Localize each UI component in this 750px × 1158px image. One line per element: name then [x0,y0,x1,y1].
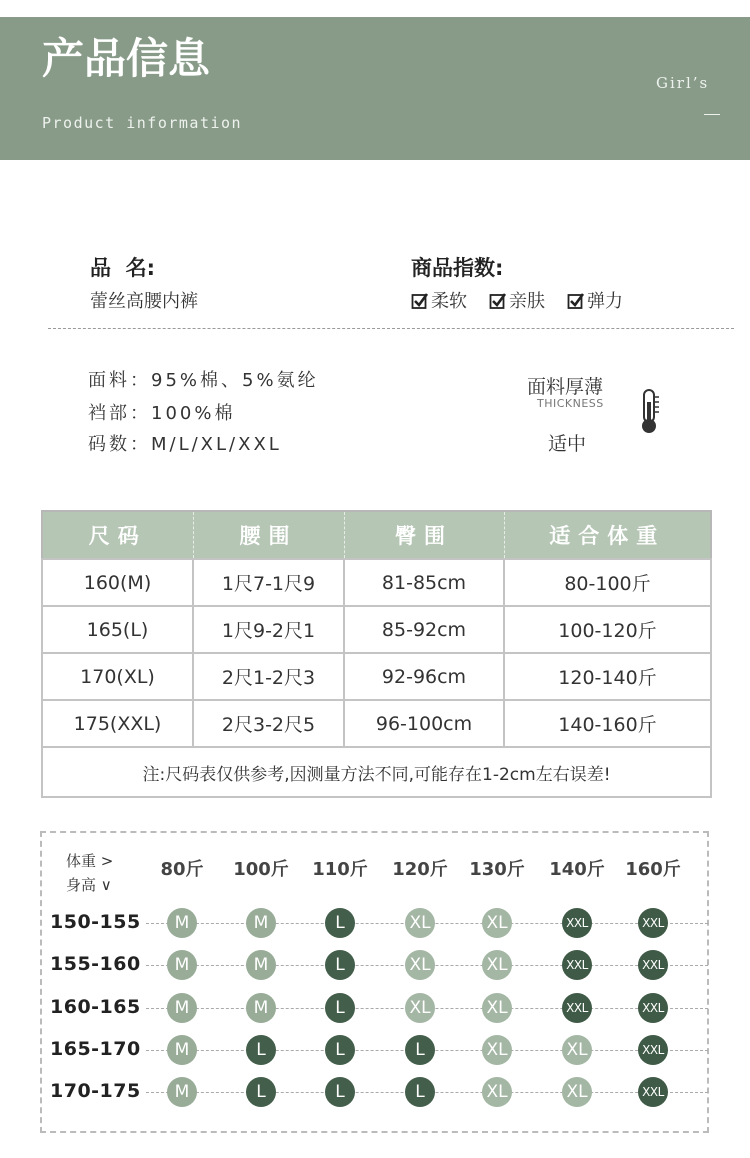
size-table-header-row [42,511,711,559]
thickness-title: 面料厚薄 [527,376,604,398]
table-cell: 2尺1-2尺3 [193,653,344,700]
table-cell: 160(M) [42,559,193,606]
table-cell: 96-100cm [344,700,504,747]
table-row [42,559,711,606]
grid-corner-height: 身高 ∨ [66,876,112,894]
size-dot: XXL [562,993,592,1023]
size-dot: L [325,1077,355,1107]
size-dot: L [325,950,355,980]
size-dot: L [246,1077,276,1107]
grid-weight-header: 130斤 [469,859,525,880]
size-table-note: 注:尺码表仅供参考,因测量方法不同,可能存在1-2cm左右误差! [42,747,711,797]
grid-weight-header: 100斤 [233,859,289,880]
section-divider [48,328,734,329]
grid-weight-header: 80斤 [160,859,204,880]
spec-crotch: 裆部：100%棉 [88,403,236,424]
index-item [489,287,545,313]
size-dot: XL [405,993,435,1023]
table-cell: 81-85cm [344,559,504,606]
table-note-row [42,747,711,797]
table-cell: 100-120斤 [504,606,711,653]
banner-subtitle: Product information [42,114,243,132]
grid-height-label: 170-175 [50,1080,141,1102]
grid-height-label: 150-155 [50,911,141,933]
size-dot: L [405,1077,435,1107]
size-dot: M [167,993,197,1023]
banner-right-text: Girl’s [656,74,710,92]
checkbox-checked-icon [489,292,505,308]
table-cell: 1尺9-2尺1 [193,606,344,653]
index-item-label: 柔软 [431,291,467,312]
size-dot: XXL [638,908,668,938]
size-dot: XL [482,1035,512,1065]
size-dot: M [246,950,276,980]
size-dot: XXL [562,950,592,980]
size-dot: XXL [562,908,592,938]
size-dot: XL [482,993,512,1023]
size-table-header: 适合体重 [504,511,711,559]
product-name-label: 品 名: [90,256,156,280]
table-cell: 170(XL) [42,653,193,700]
size-dot: XL [562,1077,592,1107]
size-table-header: 臀围 [344,511,504,559]
size-dot: XL [482,908,512,938]
size-dot: L [325,908,355,938]
table-row [42,653,711,700]
size-dot: XL [562,1035,592,1065]
grid-height-label: 165-170 [50,1038,141,1060]
thickness-title-en: THICKNESS [537,397,604,410]
size-dot: XXL [638,993,668,1023]
table-cell: 80-100斤 [504,559,711,606]
size-dot: L [246,1035,276,1065]
table-cell: 1尺7-1尺9 [193,559,344,606]
table-cell: 2尺3-2尺5 [193,700,344,747]
index-item [567,287,623,313]
thermometer-icon [636,388,662,436]
index-item-label: 亲肤 [509,291,545,312]
size-dot: M [167,950,197,980]
size-dot: XL [482,1077,512,1107]
grid-height-label: 155-160 [50,953,141,975]
grid-weight-header: 120斤 [392,859,448,880]
size-dot: XL [405,908,435,938]
grid-weight-header: 110斤 [312,859,368,880]
size-dot: L [405,1035,435,1065]
size-dot: L [325,1035,355,1065]
size-table-header: 尺码 [42,511,193,559]
size-dot: XXL [638,1077,668,1107]
grid-weight-header: 160斤 [625,859,681,880]
size-table [41,510,712,798]
thickness-value: 适中 [548,433,587,455]
banner-dash [704,114,720,115]
size-dot: XXL [638,950,668,980]
size-dot: XL [405,950,435,980]
table-row [42,606,711,653]
size-table-header: 腰围 [193,511,344,559]
spec-sizes: 码数：M/L/XL/XXL [88,434,282,455]
table-cell: 92-96cm [344,653,504,700]
table-cell: 140-160斤 [504,700,711,747]
size-dot: M [167,1035,197,1065]
product-index-label: 商品指数: [411,256,504,280]
size-dot: XXL [638,1035,668,1065]
table-cell: 120-140斤 [504,653,711,700]
index-item-label: 弹力 [587,291,623,312]
size-dot: M [246,908,276,938]
size-dot: L [325,993,355,1023]
index-item [411,287,467,313]
grid-weight-header: 140斤 [549,859,605,880]
size-dot: M [167,908,197,938]
spec-fabric: 面料：95%棉、5%氨纶 [88,370,319,391]
banner-title: 产品信息 [42,34,211,83]
table-row [42,700,711,747]
size-dot: M [167,1077,197,1107]
product-name-value: 蕾丝高腰内裤 [90,291,198,312]
grid-corner-weight: 体重 > [66,852,114,870]
product-index-list [411,287,623,313]
table-cell: 85-92cm [344,606,504,653]
checkbox-checked-icon [567,292,583,308]
size-dot: M [246,993,276,1023]
table-cell: 165(L) [42,606,193,653]
grid-height-label: 160-165 [50,996,141,1018]
table-cell: 175(XXL) [42,700,193,747]
checkbox-checked-icon [411,292,427,308]
size-dot: XL [482,950,512,980]
